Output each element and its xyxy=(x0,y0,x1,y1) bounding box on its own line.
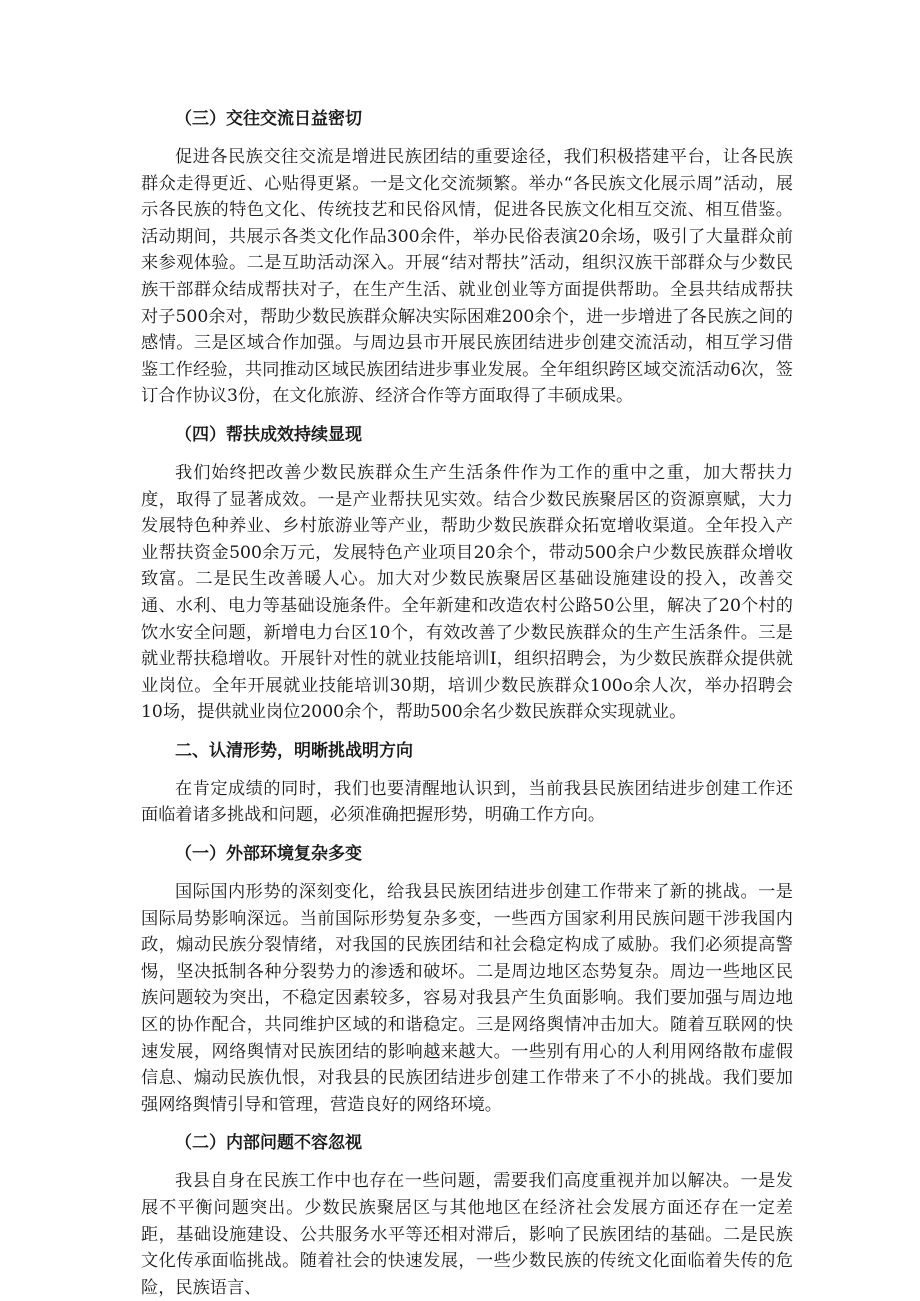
paragraph-internal: 我县自身在民族工作中也存在一些问题，需要我们高度重视并加以解决。一是发展不平衡问题突出。少数民族聚居区与其他地区在经济社会发展方面还存在一定差距，基础设施建设、公共服务水平等还相对滞后，影响了民族团结的基础。二是民族文化传承面临挑战。随着社会的快速发展，一些少数民族的传统文化面临着失传的危险，民族语言、 xyxy=(141,1171,793,1298)
section-heading-internal: （二）内部问题不容忽视 xyxy=(175,1133,362,1154)
section-heading-external: （一）外部环境复杂多变 xyxy=(175,844,362,865)
paragraph-assistance: 我们始终把改善少数民族群众生产生活条件作为工作的重中之重，加大帮扶力度，取得了显著成效。一是产业帮扶见实效。结合少数民族聚居区的资源禀赋，大力发展特色种养业、乡村旅游业等产业，帮助少数民族群众拓宽增收渠道。全年投入产业帮扶资金500余万元，发展特色产业项目20余个，带动500余户少数民族群众增收致富。二是民生改善暖人心。加大对少数民族聚居区基础设施建设的投入，改善交通、水利、电力等基础设施条件。全年新建和改造农村公路50公里，解决了20个村的饮水安全问题，新增电力台区10个，有效改善了少数民族群众的生产生活条件。三是就业帮扶稳增收。开展针对性的就业技能培训I，组织招聘会，为少数民族群众提供就业岗位。全年开展就业技能培训30期，培训少数民族群众100o余人次，举办招聘会10场，提供就业岗位2000余个，帮助500余名少数民族群众实现就业。 xyxy=(141,462,793,723)
paragraph-situation: 在肯定成绩的同时，我们也要清醒地认识到，当前我县民族团结进步创建工作还面临着诸多挑战和问题，必须准确把握形势，明确工作方向。 xyxy=(141,778,793,826)
chapter-heading-2: 二、认清形势，明晰挑战明方向 xyxy=(175,740,413,761)
paragraph-external: 国际国内形势的深刻变化，给我县民族团结进步创建工作带来了新的挑战。一是国际局势影响深远。当前国际形势复杂多变，一些西方国家利用民族问题干涉我国内政，煽动民族分裂情绪，对我国的民族团结和社会稳定构成了威胁。我们必须提高警惕，坚决抵制各种分裂势力的渗透和破坏。二是周边地区态势复杂。周边一些地区民族问题较为突出，不稳定因素较多，容易对我县产生负面影响。我们要加强与周边地区的协作配合，共同维护区域的和谐稳定。三是网络舆情冲击加大。随着互联网的快速发展，网络舆情对民族团结的影响越来越大。一些别有用心的人利用网络散布虚假信息、煽动民族仇恨，对我县的民族团结进步创建工作带来了不小的挑战。我们要加强网络舆情引导和管理，营造良好的网络环境。 xyxy=(141,882,793,1115)
paragraph-exchange: 促进各民族交往交流是增进民族团结的重要途径，我们积极搭建平台，让各民族群众走得更近、心贴得更紧。一是文化交流频繁。举办“各民族文化展示周”活动，展示各民族的特色文化、传统技艺和民俗风情，促进各民族文化相互交流、相互借鉴。活动期间，共展示各类文化作品300余件，举办民俗表演20余场，吸引了大量群众前来参观体验。二是互助活动深入。开展“结对帮扶”活动，组织汉族干部群众与少数民族干部群众结成帮扶对子，在生产生活、就业创业等方面提供帮助。全县共结成帮扶对子500余对，帮助少数民族群众解决实际困难200余个，进一步增进了各民族之间的感情。三是区域合作加强。与周边县市开展民族团结进步创建交流活动，相互学习借鉴工作经验，共同推动区域民族团结进步事业发展。全年组织跨区域交流活动6次，签订合作协议3份，在文化旅游、经济合作等方面取得了丰硕成果。 xyxy=(141,147,793,407)
section-heading-3: （三）交往交流日益密切 xyxy=(175,109,362,129)
section-heading-4: （四）帮扶成效持续显现 xyxy=(175,424,362,445)
